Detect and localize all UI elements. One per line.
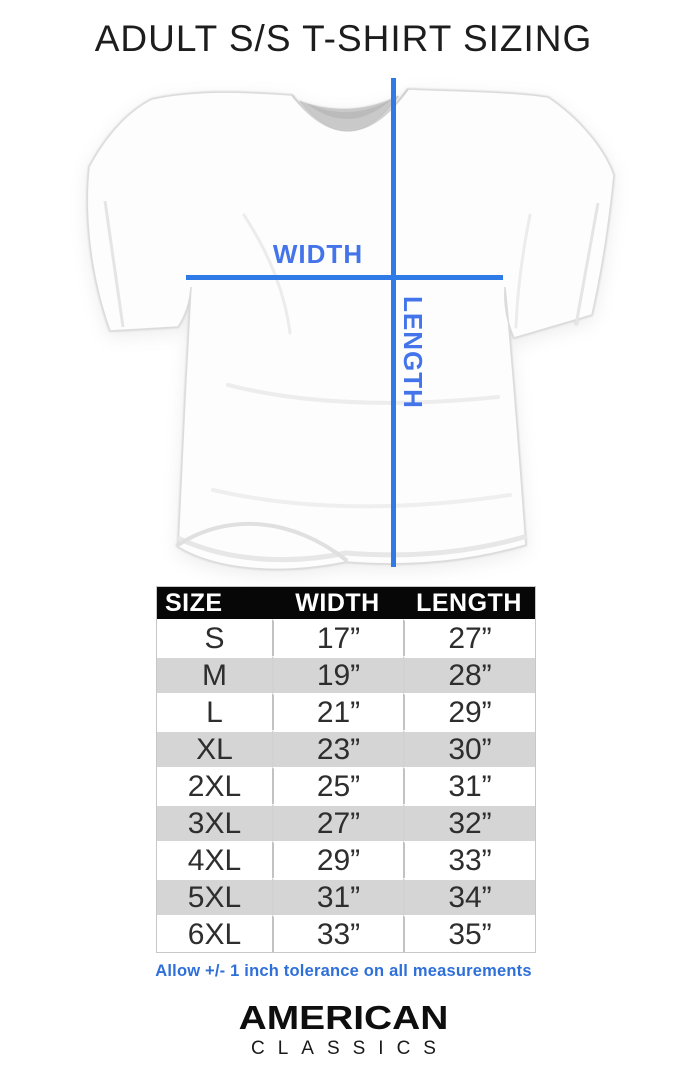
length-measure-line (391, 78, 396, 567)
col-header-width: WIDTH (272, 587, 403, 619)
cell-length: 32” (403, 804, 535, 841)
tolerance-note: Allow +/- 1 inch tolerance on all measurements (155, 962, 532, 980)
table-row (157, 693, 535, 730)
cell-width: 33” (272, 915, 403, 952)
cell-width: 21” (272, 693, 403, 730)
col-header-length: LENGTH (403, 587, 535, 619)
cell-length: 35” (403, 915, 535, 952)
tshirt-diagram (78, 75, 616, 580)
brand-name-primary: AMERICAN (238, 999, 449, 1036)
cell-width: 19” (272, 656, 403, 693)
cell-size: 4XL (157, 841, 272, 878)
tshirt-image (78, 75, 616, 580)
length-label: LENGTH (398, 296, 428, 409)
cell-width: 27” (272, 804, 403, 841)
cell-width: 29” (272, 841, 403, 878)
brand-name-secondary: CLASSICS (251, 1038, 449, 1059)
table-row (157, 730, 535, 767)
table-row (157, 915, 535, 952)
col-header-size: SIZE (157, 587, 272, 619)
cell-width: 31” (272, 878, 403, 915)
cell-size: 3XL (157, 804, 272, 841)
size-table (156, 586, 536, 953)
cell-width: 17” (272, 619, 403, 656)
cell-length: 27” (403, 619, 535, 656)
cell-size: 5XL (157, 878, 272, 915)
brand-logo (0, 1001, 687, 1058)
cell-length: 33” (403, 841, 535, 878)
table-row (157, 767, 535, 804)
tshirt-body (87, 89, 614, 569)
cell-size: 6XL (157, 915, 272, 952)
cell-length: 29” (403, 693, 535, 730)
cell-size: S (157, 619, 272, 656)
cell-size: M (157, 656, 272, 693)
cell-width: 25” (272, 767, 403, 804)
table-header-row (157, 587, 535, 619)
cell-length: 31” (403, 767, 535, 804)
cell-size: L (157, 693, 272, 730)
cell-length: 28” (403, 656, 535, 693)
width-label: WIDTH (272, 239, 364, 269)
table-row (157, 656, 535, 693)
cell-size: 2XL (157, 767, 272, 804)
cell-width: 23” (272, 730, 403, 767)
table-row (157, 619, 535, 656)
table-row (157, 804, 535, 841)
cell-size: XL (157, 730, 272, 767)
table-row (157, 841, 535, 878)
cell-length: 34” (403, 878, 535, 915)
width-measure-line (186, 275, 503, 280)
table-row (157, 878, 535, 915)
page-title: ADULT S/S T-SHIRT SIZING (94, 18, 593, 59)
cell-length: 30” (403, 730, 535, 767)
